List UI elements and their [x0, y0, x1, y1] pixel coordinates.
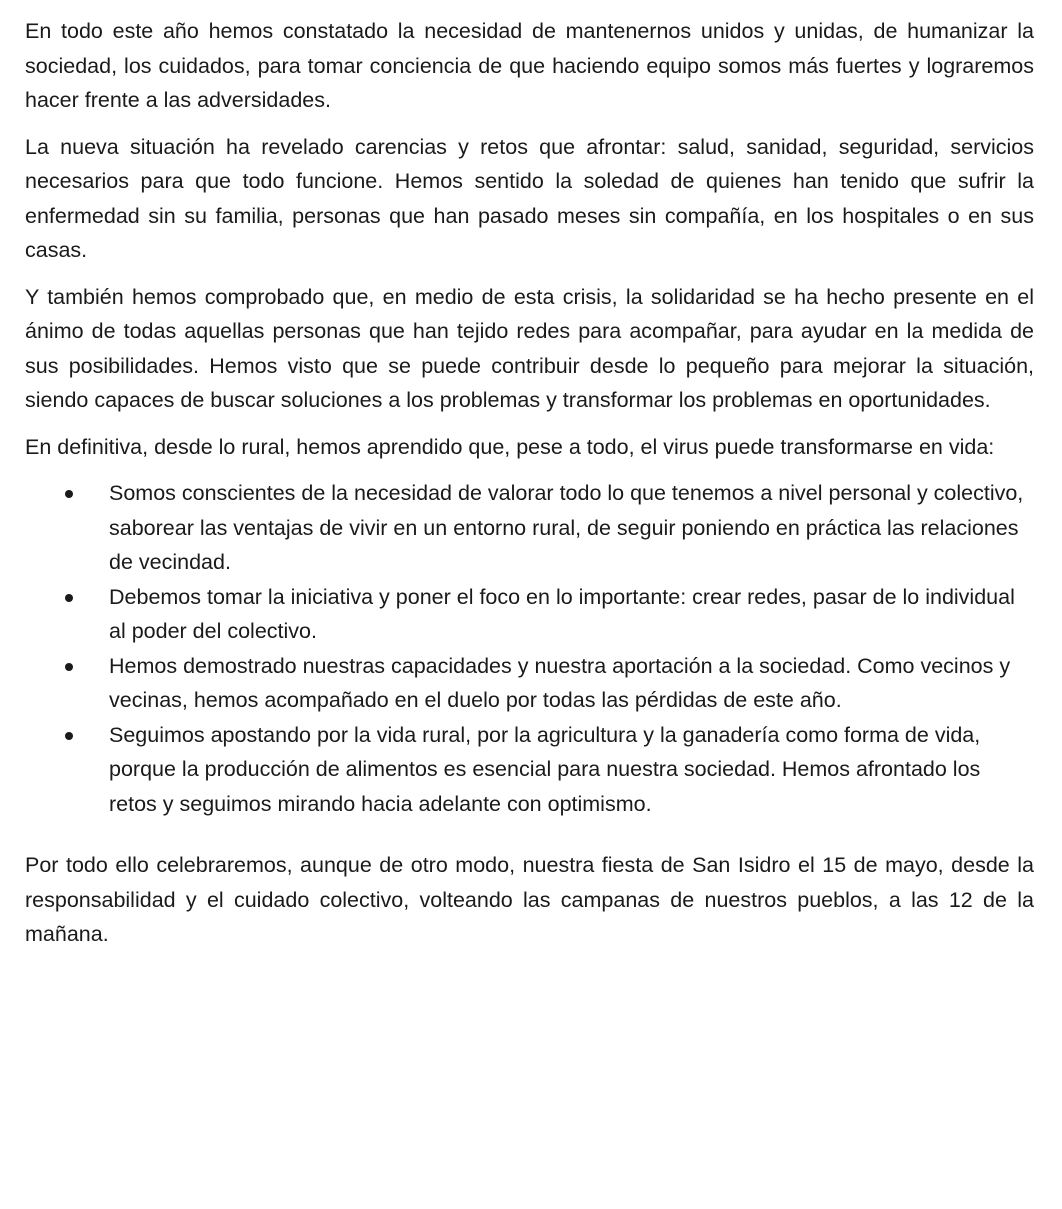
bullet-item-capacities [25, 649, 1034, 718]
paragraph-solidarity: Y también hemos comprobado que, en medio de esta crisis, la solidaridad se ha hecho presente en el ánimo de todas aquellas personas que han tejido redes para acompañar, para ayudar en la medida de sus posibilidades. Hemos visto que se puede contribuir desde lo pequeño para mejorar la situación, siendo capaces de buscar soluciones a los problemas y transformar los problemas en oportunidades. [25, 284, 1034, 412]
paragraph-new-situation: La nueva situación ha revelado carencias y retos que afrontar: salud, sanidad, seguridad, servicios necesarios para que todo funcione. Hemos sentido la soledad de quienes han tenido que sufrir la enfermedad sin su familia, personas que han pasado meses sin compañía, en los hospitales o en sus casas. [25, 134, 1034, 262]
bullet-text: Seguimos apostando por la vida rural, por la agricultura y la ganadería como forma de vida, porque la producción de alimentos es esencial para nuestra sociedad. Hemos afrontado los retos y seguimos mirando hacia adelante con optimismo. [109, 722, 981, 816]
paragraph-rural-lessons: En definitiva, desde lo rural, hemos aprendido que, pese a todo, el virus puede transformarse en vida: [25, 434, 995, 459]
bullet-text: Hemos demostrado nuestras capacidades y nuestra aportación a la sociedad. Como vecinos y vecinas, hemos acompañado en el duelo por todas las pérdidas de este año. [109, 653, 1011, 712]
bullet-dot-icon [65, 594, 73, 602]
bullet-item-initiative [25, 580, 1034, 649]
bullet-dot-icon [65, 490, 73, 498]
paragraph-celebration: Por todo ello celebraremos, aunque de otro modo, nuestra fiesta de San Isidro el 15 de mayo, desde la responsabilidad y el cuidado colectivo, volteando las campanas de nuestros pueblos, a las 12 de la mañana. [25, 853, 1034, 946]
bullet-dot-icon [65, 663, 73, 671]
bullet-item-rural-life [25, 718, 1034, 822]
paragraph-unity: En todo este año hemos constatado la necesidad de mantenernos unidos y unidas, de humanizar la sociedad, los cuidados, para tomar conciencia de que haciendo equipo somos más fuertes y lograremos hacer frente a las adversidades. [25, 19, 1034, 112]
bullet-dot-icon [65, 732, 73, 740]
bullet-item-value [25, 476, 1034, 580]
bullet-text: Debemos tomar la iniciativa y poner el foco en lo importante: crear redes, pasar de lo individual al poder del colectivo. [109, 584, 1015, 643]
bullet-text: Somos conscientes de la necesidad de valorar todo lo que tenemos a nivel personal y colectivo, saborear las ventajas de vivir en un entorno rural, de seguir poniendo en práctica las relaciones de vecindad. [109, 481, 1024, 574]
lessons-bullet-list [25, 476, 1034, 821]
document-body [25, 14, 1034, 964]
